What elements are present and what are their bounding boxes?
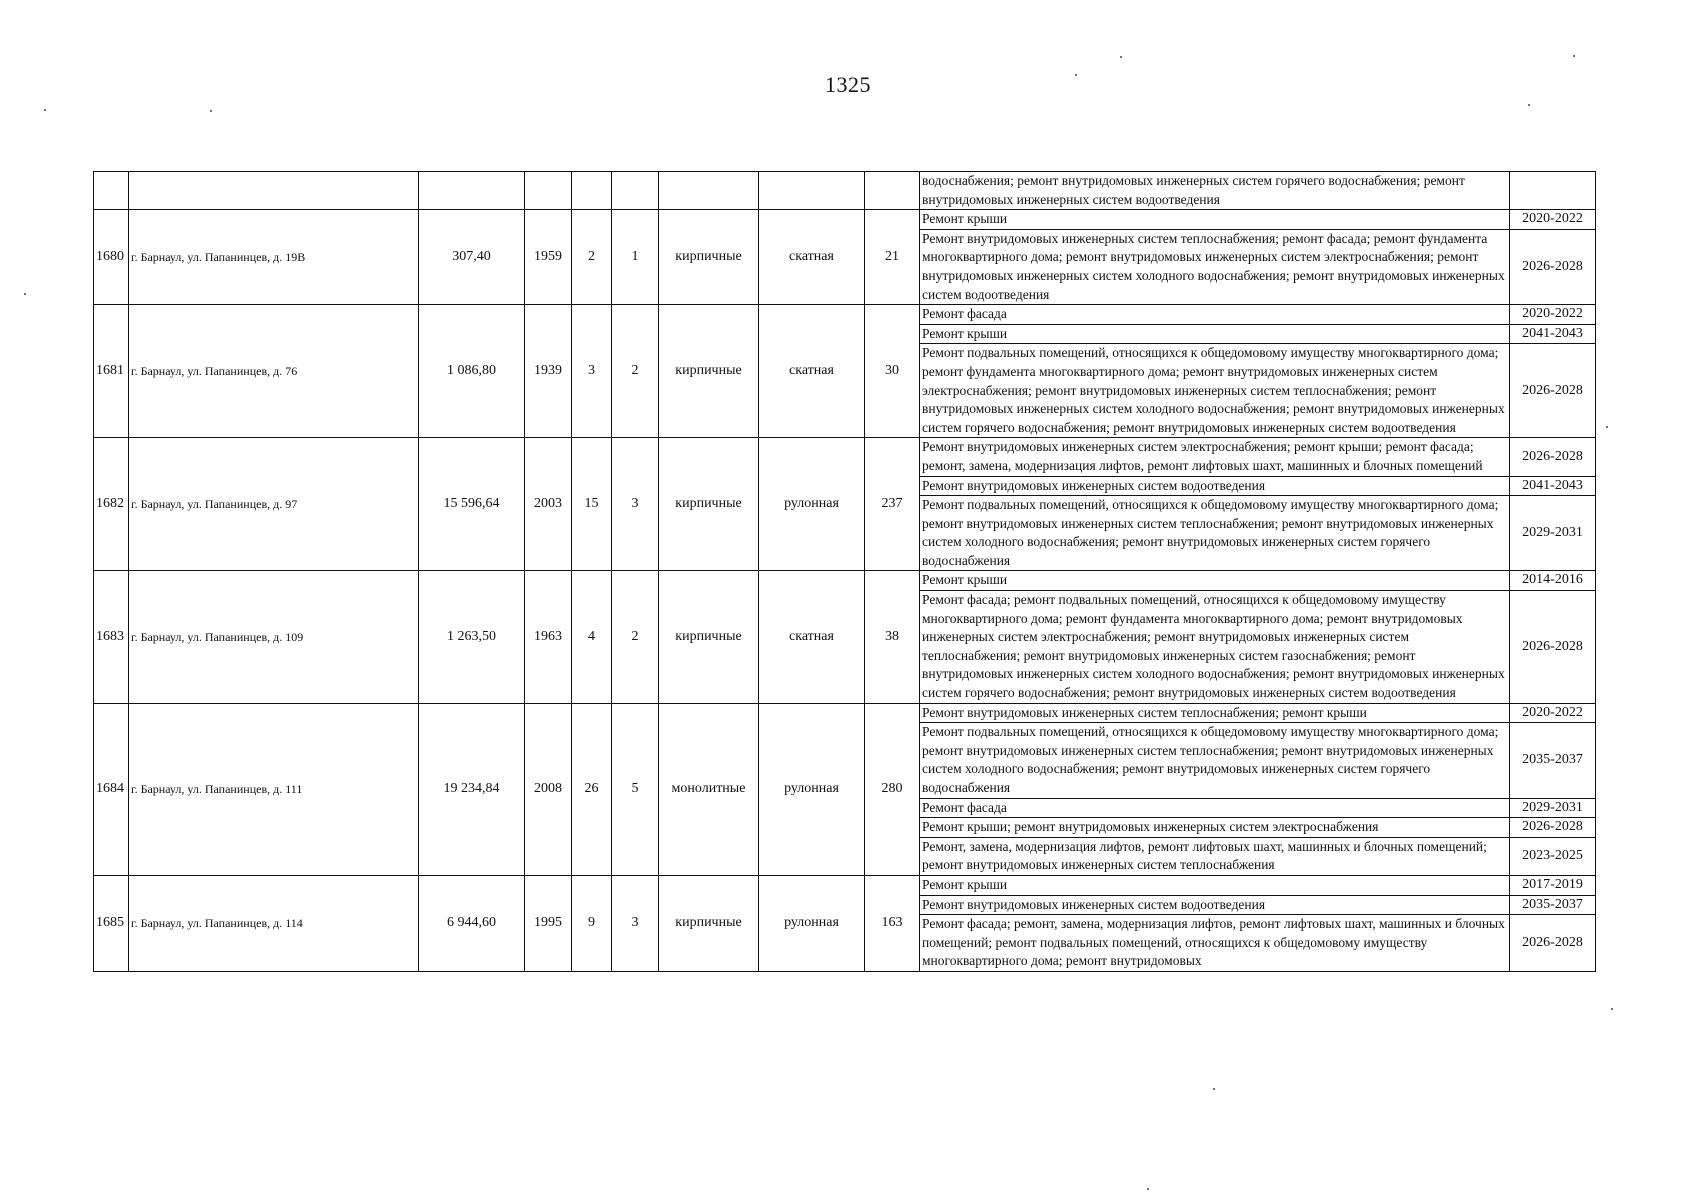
scan-speck	[1528, 104, 1530, 106]
apartment-count: 38	[865, 571, 920, 703]
entrance-count: 3	[612, 438, 659, 571]
empty-cell	[572, 172, 612, 210]
construction-year: 1963	[525, 571, 572, 703]
floor-count: 3	[572, 305, 612, 438]
empty-cell	[94, 172, 129, 210]
empty-cell	[525, 172, 572, 210]
table-row-continuation	[94, 172, 1596, 210]
work-description: Ремонт крыши; ремонт внутридомовых инженерных систем электроснабжения	[920, 818, 1510, 838]
empty-cell	[612, 172, 659, 210]
row-number: 1681	[94, 305, 129, 438]
table-row	[94, 571, 1596, 591]
row-number: 1680	[94, 210, 129, 305]
building-area: 6 944,60	[419, 875, 525, 971]
scan-speck	[1606, 426, 1608, 428]
row-number: 1685	[94, 875, 129, 971]
entrance-count: 1	[612, 210, 659, 305]
scan-speck	[1120, 56, 1122, 58]
floor-count: 9	[572, 875, 612, 971]
scan-speck	[1147, 1188, 1149, 1190]
empty-cell	[419, 172, 525, 210]
building-address: г. Барнаул, ул. Папанинцев, д. 97	[129, 438, 419, 571]
empty-cell	[659, 172, 759, 210]
building-area: 1 263,50	[419, 571, 525, 703]
floor-count: 2	[572, 210, 612, 305]
work-period: 2026-2028	[1510, 915, 1596, 972]
wall-material: кирпичные	[659, 210, 759, 305]
work-period: 2041-2043	[1510, 476, 1596, 496]
construction-year: 1939	[525, 305, 572, 438]
work-description: Ремонт крыши	[920, 571, 1510, 591]
entrance-count: 2	[612, 571, 659, 703]
work-period: 2035-2037	[1510, 723, 1596, 798]
apartment-count: 163	[865, 875, 920, 971]
roof-type: скатная	[759, 571, 865, 703]
work-description: Ремонт фасада	[920, 798, 1510, 818]
scan-speck	[24, 293, 26, 295]
work-description: Ремонт подвальных помещений, относящихся к общедомовому имуществу многоквартирного дома; ремонт внутридомовых инженерных систем теплоснабжения; ремонт внутридомовых инженерных систем холодного водоснабжения; ремонт внутридомовых инженерных систем горячего водоснабжения	[920, 723, 1510, 798]
scan-speck	[1075, 74, 1077, 76]
work-period	[1510, 172, 1596, 210]
work-period: 2026-2028	[1510, 344, 1596, 438]
work-period: 2026-2028	[1510, 591, 1596, 704]
work-description: водоснабжения; ремонт внутридомовых инженерных систем горячего водоснабжения; ремонт внутридомовых инженерных систем водоотведения	[920, 172, 1510, 210]
empty-cell	[129, 172, 419, 210]
work-period: 2041-2043	[1510, 324, 1596, 344]
scan-speck	[1611, 1008, 1613, 1010]
construction-year: 1995	[525, 875, 572, 971]
entrance-count: 3	[612, 875, 659, 971]
work-description: Ремонт подвальных помещений, относящихся к общедомовому имуществу многоквартирного дома; ремонт внутридомовых инженерных систем теплоснабжения; ремонт внутридомовых инженерных систем холодного водоснабжения; ремонт внутридомовых инженерных систем горячего водоснабжения	[920, 496, 1510, 571]
building-address: г. Барнаул, ул. Папанинцев, д. 76	[129, 305, 419, 438]
work-period: 2014-2016	[1510, 571, 1596, 591]
work-period: 2035-2037	[1510, 895, 1596, 915]
building-area: 307,40	[419, 210, 525, 305]
work-period: 2029-2031	[1510, 798, 1596, 818]
work-description: Ремонт фасада; ремонт, замена, модернизация лифтов, ремонт лифтовых шахт, машинных и блочных помещений; ремонт подвальных помещений, относящихся к общедомовому имуществу многоквартирного дома; ремонт внутридомовых	[920, 915, 1510, 972]
building-area: 1 086,80	[419, 305, 525, 438]
work-description: Ремонт внутридомовых инженерных систем водоотведения	[920, 476, 1510, 496]
work-period: 2026-2028	[1510, 229, 1596, 304]
work-description: Ремонт подвальных помещений, относящихся к общедомовому имуществу многоквартирного дома; ремонт фундамента многоквартирного дома; ремонт внутридомовых инженерных систем электроснабжения; ремонт внутридомовых инженерных систем теплоснабжения; ремонт внутридомовых инженерных систем холодного водоснабжения; ремонт внутридомовых инженерных систем горячего водоснабжения; ремонт внутридомовых инженерных систем водоотведения	[920, 344, 1510, 438]
roof-type: рулонная	[759, 703, 865, 875]
work-description: Ремонт, замена, модернизация лифтов, ремонт лифтовых шахт, машинных и блочных помещений; ремонт внутридомовых инженерных систем теплоснабжения	[920, 837, 1510, 875]
work-period: 2026-2028	[1510, 438, 1596, 476]
construction-year: 1959	[525, 210, 572, 305]
apartment-count: 30	[865, 305, 920, 438]
building-area: 15 596,64	[419, 438, 525, 571]
work-period: 2023-2025	[1510, 837, 1596, 875]
work-description: Ремонт крыши	[920, 324, 1510, 344]
work-period: 2020-2022	[1510, 210, 1596, 230]
table-row	[94, 305, 1596, 325]
apartment-count: 21	[865, 210, 920, 305]
roof-type: скатная	[759, 210, 865, 305]
table-row	[94, 703, 1596, 723]
work-period: 2026-2028	[1510, 818, 1596, 838]
row-number: 1682	[94, 438, 129, 571]
table-row	[94, 210, 1596, 230]
entrance-count: 5	[612, 703, 659, 875]
work-period: 2020-2022	[1510, 703, 1596, 723]
wall-material: кирпичные	[659, 438, 759, 571]
apartment-count: 280	[865, 703, 920, 875]
scan-speck	[1213, 1088, 1215, 1090]
scan-speck	[210, 110, 212, 112]
work-description: Ремонт внутридомовых инженерных систем теплоснабжения; ремонт фасада; ремонт фундамента многоквартирного дома; ремонт внутридомовых инженерных систем электроснабжения; ремонт внутридомовых инженерных систем холодного водоснабжения; ремонт внутридомовых инженерных систем водоотведения	[920, 229, 1510, 304]
work-description: Ремонт внутридомовых инженерных систем теплоснабжения; ремонт крыши	[920, 703, 1510, 723]
building-address: г. Барнаул, ул. Папанинцев, д. 114	[129, 875, 419, 971]
apartment-count: 237	[865, 438, 920, 571]
repair-schedule-table	[93, 171, 1596, 972]
roof-type: рулонная	[759, 438, 865, 571]
work-description: Ремонт фасада	[920, 305, 1510, 325]
roof-type: рулонная	[759, 875, 865, 971]
work-period: 2017-2019	[1510, 875, 1596, 895]
work-description: Ремонт фасада; ремонт подвальных помещений, относящихся к общедомовому имуществу многоквартирного дома; ремонт фундамента многоквартирного дома; ремонт внутридомовых инженерных систем электроснабжения; ремонт внутридомовых инженерных систем теплоснабжения; ремонт внутридомовых инженерных систем газоснабжения; ремонт внутридомовых инженерных систем холодного водоснабжения; ремонт внутридомовых инженерных систем горячего водоснабжения; ремонт внутридомовых инженерных систем водоотведения	[920, 591, 1510, 704]
work-period: 2029-2031	[1510, 496, 1596, 571]
scan-speck	[1573, 55, 1575, 57]
scan-speck	[44, 109, 46, 111]
work-description: Ремонт внутридомовых инженерных систем электроснабжения; ремонт крыши; ремонт фасада; ремонт, замена, модернизация лифтов, ремонт лифтовых шахт, машинных и блочных помещений	[920, 438, 1510, 476]
building-address: г. Барнаул, ул. Папанинцев, д. 19В	[129, 210, 419, 305]
floor-count: 4	[572, 571, 612, 703]
wall-material: кирпичные	[659, 571, 759, 703]
floor-count: 26	[572, 703, 612, 875]
row-number: 1683	[94, 571, 129, 703]
empty-cell	[865, 172, 920, 210]
building-address: г. Барнаул, ул. Папанинцев, д. 109	[129, 571, 419, 703]
table-row	[94, 438, 1596, 476]
empty-cell	[759, 172, 865, 210]
work-description: Ремонт крыши	[920, 875, 1510, 895]
roof-type: скатная	[759, 305, 865, 438]
work-description: Ремонт крыши	[920, 210, 1510, 230]
work-description: Ремонт внутридомовых инженерных систем водоотведения	[920, 895, 1510, 915]
entrance-count: 2	[612, 305, 659, 438]
row-number: 1684	[94, 703, 129, 875]
floor-count: 15	[572, 438, 612, 571]
wall-material: кирпичные	[659, 305, 759, 438]
construction-year: 2008	[525, 703, 572, 875]
work-period: 2020-2022	[1510, 305, 1596, 325]
page-number: 1325	[825, 72, 871, 97]
building-area: 19 234,84	[419, 703, 525, 875]
wall-material: монолитные	[659, 703, 759, 875]
construction-year: 2003	[525, 438, 572, 571]
table-row	[94, 875, 1596, 895]
building-address: г. Барнаул, ул. Папанинцев, д. 111	[129, 703, 419, 875]
wall-material: кирпичные	[659, 875, 759, 971]
